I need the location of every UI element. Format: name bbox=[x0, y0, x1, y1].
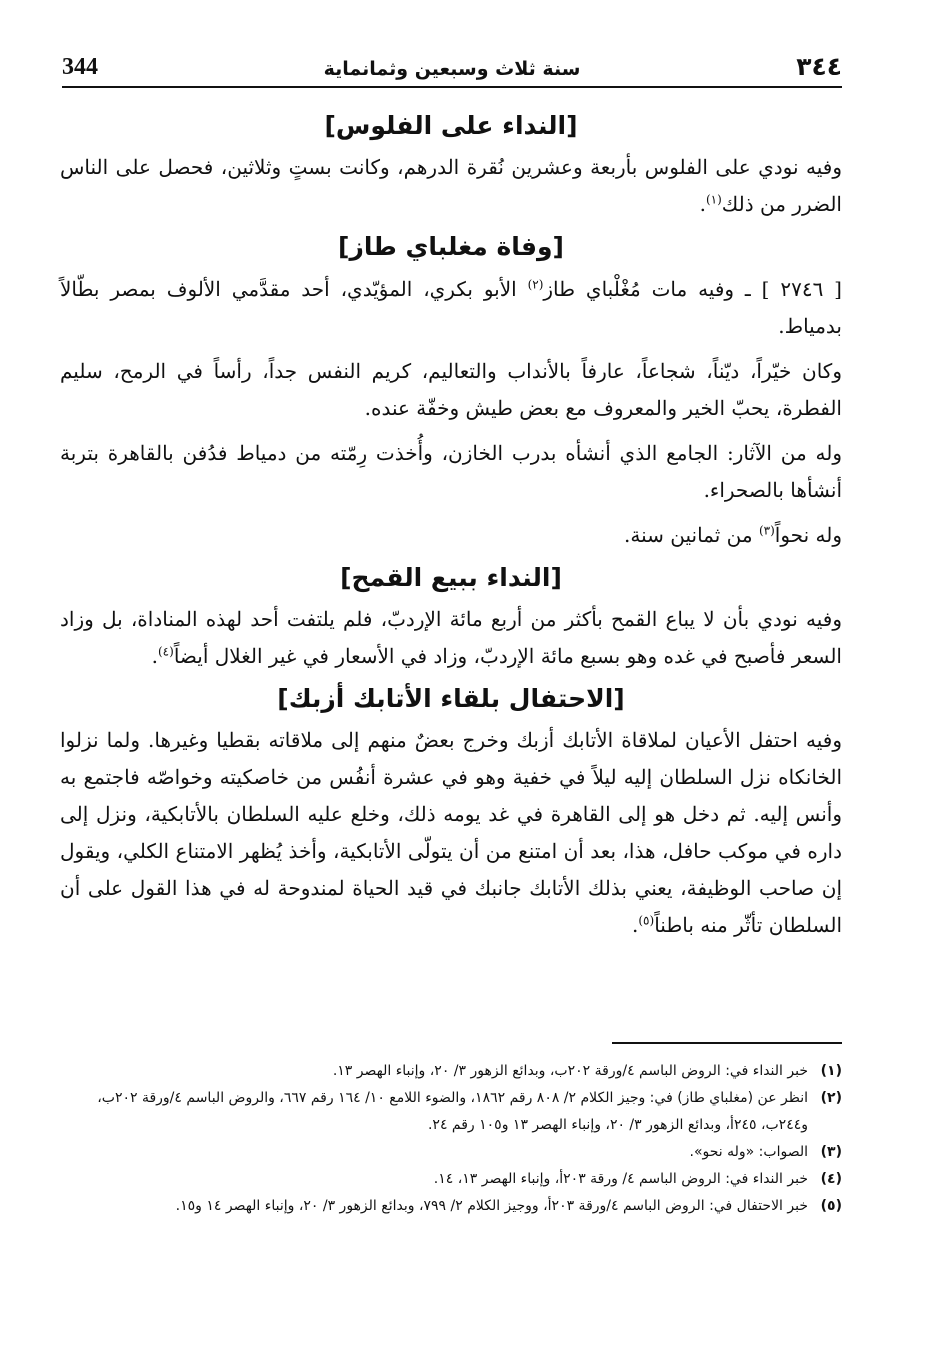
footnote-number: (٢) bbox=[820, 1090, 842, 1106]
paragraph bbox=[60, 435, 842, 509]
footnote-divider bbox=[612, 1042, 842, 1044]
paragraph-tail: الأبو بكري، المؤيّدي، أحد مقدَّمي الألوف بمصر بطّالاً بدمياط. bbox=[60, 276, 842, 338]
footnote-number: (٣) bbox=[820, 1144, 842, 1160]
footnote-marker: (٣) bbox=[758, 522, 775, 537]
paragraph-tail: . bbox=[632, 913, 639, 937]
running-title: سنة ثلاث وسبعين وثمانماية bbox=[323, 58, 581, 80]
paragraph-text: وله من الآثار: الجامع الذي أنشأه بدرب الخازن، وأُخذت رِمّته من دمياط فدُفن بالقاهرة بتربة أنشأها بالصحراء. bbox=[60, 440, 842, 502]
footnote-marker: (١) bbox=[705, 192, 722, 207]
footnote-item bbox=[62, 1139, 842, 1166]
footnote-text: خبر النداء في: الروض الباسم ٤/ ورقة ٢٠٣أ، وإنباء الهصر ١٣، ١٤. bbox=[433, 1171, 808, 1187]
section-heading: [الاحتفال بلقاء الأتابك أزبك] bbox=[277, 683, 625, 713]
paragraph-text: وفيه نودي بأن لا يباع القمح بأكثر من أربع مائة الإردبّ، فلم يلتفت أحد لهذه المناداة، بل وزاد السعر فأصبح في غده وهو بسبع مائة الإردبّ، وزاد في الأسعار في غير الغلال أيضاً bbox=[60, 606, 842, 668]
paragraph bbox=[60, 722, 842, 944]
paragraph-tail: من ثمانين سنة. bbox=[624, 522, 759, 547]
section-heading: [وفاة مغلباي طاز] bbox=[338, 232, 564, 262]
page-number-latin: 344 bbox=[62, 54, 98, 80]
paragraph bbox=[60, 271, 842, 345]
footnote-number: (٥) bbox=[820, 1198, 842, 1214]
page-number-arabic: ٣٤٤ bbox=[796, 52, 842, 81]
paragraph-tail: . bbox=[699, 192, 706, 217]
paragraph-text: وفيه نودي على الفلوس بأربعة وعشرين نُقرة الدرهم، وكانت بستٍ وثلاثين، فحصل على الناس الضرر من ذلك bbox=[60, 155, 842, 217]
footnote-marker: (٥) bbox=[638, 913, 655, 928]
paragraph-text: وكان خيّراً، ديّناً، شجاعاً، عارفاً بالأنداب والتعاليم، كريم النفس جداً، رأساً في الرمح، سليم الفطرة، يحبّ الخير والمعروف مع بعض طيش وخفّة عنده. bbox=[60, 358, 842, 420]
section-heading: [النداء ببيع القمح] bbox=[340, 562, 562, 592]
footnote-text: انظر عن (مغلباي طاز) في: وجيز الكلام ٢/ ٨٠٨ رقم ١٨٦٢، والضوء اللامع ١٠/ ١٦٤ رقم ٦٦٧، والروض الباسم ٤/ورقة ٢٠٢ب، و٢٤٤ب، ٢٤٥أ، وبدائع الزهور ٣/ ٢٠، وإنباء الهصر ١٣ و١٠٥ رقم ٢٤. bbox=[97, 1090, 808, 1133]
paragraph bbox=[60, 353, 842, 427]
footnote-number: (١) bbox=[820, 1063, 842, 1079]
paragraph-text: [ ٢٧٤٦ ] ـ وفيه مات مُغْلْباي طاز bbox=[543, 276, 842, 301]
footnote-marker: (٢) bbox=[527, 276, 544, 291]
main-text bbox=[60, 110, 842, 952]
footnote-marker: (٤) bbox=[157, 644, 174, 659]
footnote-item bbox=[62, 1166, 842, 1193]
footnote-item bbox=[62, 1058, 842, 1085]
page-header bbox=[62, 48, 842, 88]
footnote-item bbox=[62, 1193, 842, 1220]
section-heading: [النداء على الفلوس] bbox=[324, 111, 578, 140]
paragraph bbox=[60, 517, 842, 554]
footnote-number: (٤) bbox=[820, 1171, 842, 1187]
footnote-text: خبر الاحتفال في: الروض الباسم ٤/ورقة ٢٠٣أ، ووجيز الكلام ٢/ ٧٩٩، وبدائع الزهور ٣/ ٢٠، وإنباء الهصر ١٤ و١٥. bbox=[175, 1198, 808, 1214]
footnote-text: الصواب: «وله نحو». bbox=[689, 1144, 808, 1160]
footnote-text: خبر النداء في: الروض الباسم ٤/ورقة ٢٠٢ب، وبدائع الزهور ٣/ ٢٠، وإنباء الهصر ١٣. bbox=[332, 1063, 808, 1079]
paragraph bbox=[60, 601, 842, 675]
paragraph-text: وفيه احتفل الأعيان لملاقاة الأتابك أزبك وخرج بعضٌ منهم إلى ملاقاته بقطيا وغيرها. ولما نزلوا الخانكاه نزل السلطان إليه ليلاً في خفية وهو في عشرة أنفُس من خاصكيته وخواصّه فاجتمع به وأنس إليه. ثم دخل هو إلى القاهرة في غد يومه ذلك، وخلع عليه السلطان بالأتابكية، ونزل إلى داره في موكب حافل، هذا، بعد أن امتنع من أن يتولّى الأتابكية، وأخذ يُظهر الامتناع الكلي، ويقول إن صاحب الوظيفة، يعني بذلك الأتابك جانبك في قيد الحياة لمندوحة له في هذا القول على أن السلطان تأثّر منه باطناً bbox=[60, 728, 842, 937]
paragraph-tail: . bbox=[151, 643, 158, 668]
footnotes bbox=[62, 1058, 842, 1220]
footnote-item bbox=[62, 1085, 842, 1139]
paragraph-text: وله نحواً bbox=[774, 522, 842, 547]
paragraph bbox=[60, 149, 842, 223]
